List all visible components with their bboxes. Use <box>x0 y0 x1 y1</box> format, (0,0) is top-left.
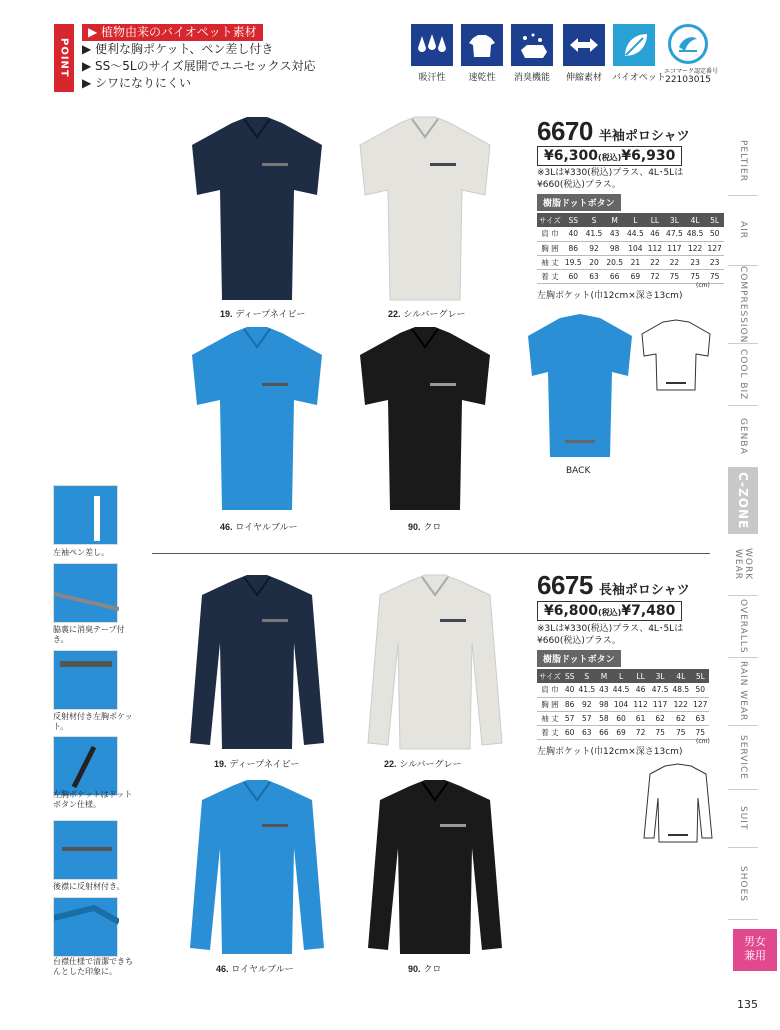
size-header-cell: 5L <box>691 669 709 683</box>
size-header-cell: S <box>584 213 605 227</box>
shirt-back-view <box>520 312 640 462</box>
size-header-cell: M <box>604 213 625 227</box>
size-cell: 117 <box>664 241 685 255</box>
side-nav-item[interactable]: SUIT <box>728 790 758 848</box>
shirt-ss-black <box>350 325 500 515</box>
size-cell: 75 <box>691 725 709 739</box>
size-cell: 92 <box>576 697 597 711</box>
size-cell: 127 <box>691 697 709 711</box>
shirt-ss-navy <box>182 115 332 305</box>
feature-quick-dry: 速乾性 <box>460 24 504 83</box>
size-cell: 40 <box>563 227 584 241</box>
detail-caption: 脇裏に消臭テープ付き。 <box>53 625 125 644</box>
size-header-cell: 3L <box>664 213 685 227</box>
color-label: 46. ロイヤルブルー <box>220 522 298 533</box>
size-cell: 41.5 <box>576 683 597 697</box>
size-cell: 61 <box>631 711 649 725</box>
point-item: ▶ SS〜5Lのサイズ展開でユニセックス対応 <box>82 59 316 73</box>
size-cell: 40 <box>563 683 577 697</box>
size-cell: 60 <box>611 711 632 725</box>
size-cell: 57 <box>576 711 597 725</box>
size-cell: 着 丈 <box>537 269 563 283</box>
size-cell: 50 <box>705 227 723 241</box>
size-cell: 117 <box>650 697 671 711</box>
size-cell: 72 <box>631 725 649 739</box>
bio-pet-icon <box>617 30 651 60</box>
size-header-cell: LL <box>631 669 649 683</box>
size-header-cell: M <box>597 669 611 683</box>
side-nav-item[interactable]: PELTIER <box>728 126 758 196</box>
side-nav-item[interactable]: AIR <box>728 196 758 266</box>
detail-caption: 左袖ペン差し。 <box>53 548 109 557</box>
size-cell: 44.5 <box>625 227 646 241</box>
size-table-1 <box>537 213 724 284</box>
size-cell: 43 <box>597 683 611 697</box>
color-label: 19. ディープネイビー <box>220 309 306 320</box>
shirt-ls-blue <box>182 778 332 958</box>
detail-caption: 台襟仕様で清潔できちんとした印象に。 <box>53 957 133 976</box>
size-cell: 69 <box>611 725 632 739</box>
size-cell: 23 <box>685 255 706 269</box>
size-cell: 41.5 <box>584 227 605 241</box>
detail-caption: 後襟に反射材付き。 <box>53 882 125 891</box>
size-cell: 23 <box>705 255 723 269</box>
size-header-cell: SS <box>563 213 584 227</box>
shirt-line-drawing <box>638 318 714 392</box>
size-cell: 46 <box>646 227 664 241</box>
feature-bio-pet: バイオペット <box>612 24 656 83</box>
product2-heading <box>537 570 690 601</box>
size-cell: 22 <box>664 255 685 269</box>
size-cell: 127 <box>705 241 723 255</box>
size-header-cell: SS <box>563 669 577 683</box>
button-tag: 樹脂ドットボタン <box>537 194 621 211</box>
size-cell: 胸 囲 <box>537 697 563 711</box>
size-header-cell: LL <box>646 213 664 227</box>
detail-photo <box>53 736 118 796</box>
size-cell: 104 <box>611 697 632 711</box>
size-cell: 肩 巾 <box>537 227 563 241</box>
size-cell: 60 <box>563 269 584 283</box>
size-cell: 60 <box>563 725 577 739</box>
size-cell: 63 <box>576 725 597 739</box>
size-cell: 66 <box>604 269 625 283</box>
size-table-row <box>537 269 724 283</box>
feature-stretch: 伸縮素材 <box>562 24 606 83</box>
size-cell: 21 <box>625 255 646 269</box>
button-tag: 樹脂ドットボタン <box>537 650 621 667</box>
point-item: ▶ 便利な胸ポケット、ペン差し付き <box>82 42 274 56</box>
size-cell: 75 <box>650 725 671 739</box>
size-cell: 92 <box>584 241 605 255</box>
size-table-header <box>537 213 724 227</box>
size-table-2 <box>537 669 709 740</box>
size-cell: 86 <box>563 241 584 255</box>
unit-label: (cm) <box>696 738 710 745</box>
size-cell: 19.5 <box>563 255 584 269</box>
deodorant-icon <box>515 30 549 60</box>
color-label: 90. クロ <box>408 964 442 975</box>
color-label: 46. ロイヤルブルー <box>216 964 294 975</box>
detail-photo <box>53 485 118 545</box>
size-table-row <box>537 683 709 697</box>
point-tag: POINT <box>54 24 74 92</box>
color-label: 19. ディープネイビー <box>214 759 300 770</box>
product-number: 6670 <box>537 116 593 146</box>
page-number: 135 <box>737 998 758 1011</box>
detail-caption: 左胸ポケットはドットボタン仕様。 <box>53 790 133 809</box>
back-label: BACK <box>566 466 591 476</box>
side-nav-item[interactable]: COMPRESSION <box>728 266 758 344</box>
size-cell: 104 <box>625 241 646 255</box>
size-cell: 75 <box>685 269 706 283</box>
point-list <box>82 24 316 92</box>
size-cell: 47.5 <box>650 683 671 697</box>
pocket-note: 左胸ポケット(巾12cm×深さ13cm) <box>537 747 683 757</box>
product-number: 6675 <box>537 570 593 600</box>
product-name: 長袖ポロシャツ <box>598 583 690 598</box>
collar-stand-icon <box>54 898 119 958</box>
size-cell: 58 <box>597 711 611 725</box>
size-cell: 48.5 <box>670 683 691 697</box>
size-cell: 43 <box>604 227 625 241</box>
size-table-row <box>537 227 724 241</box>
detail-photo <box>53 563 118 623</box>
shirt-ls-navy <box>182 573 332 753</box>
size-cell: 112 <box>646 241 664 255</box>
size-cell: 62 <box>670 711 691 725</box>
size-cell: 75 <box>705 269 723 283</box>
shirt-line-drawing-ls <box>640 762 716 846</box>
size-header-cell: サイズ <box>537 669 563 683</box>
size-header-cell: S <box>576 669 597 683</box>
size-cell: 63 <box>584 269 605 283</box>
size-cell: 75 <box>670 725 691 739</box>
detail-photo <box>53 897 118 957</box>
size-table-row <box>537 697 709 711</box>
size-cell: 86 <box>563 697 577 711</box>
dot-button-icon <box>54 737 119 797</box>
price-box: ¥6,300(税込)¥6,930 <box>537 146 682 166</box>
detail-caption: 反射材付き左胸ポケット。 <box>53 712 133 731</box>
size-cell: 69 <box>625 269 646 283</box>
size-cell: 22 <box>646 255 664 269</box>
price-note: ※3Lは¥330(税込)プラス、4L･5Lは¥660(税込)プラス。 <box>537 168 684 190</box>
color-label: 22. シルバーグレー <box>384 759 462 770</box>
section-divider <box>152 553 710 554</box>
size-cell: 20.5 <box>604 255 625 269</box>
size-cell: 122 <box>670 697 691 711</box>
size-cell: 袖 丈 <box>537 711 563 725</box>
side-nav-item[interactable]: OVERALLS <box>728 596 758 658</box>
size-cell: 75 <box>664 269 685 283</box>
point-item: ▶ 植物由来のバイオペット素材 <box>82 24 263 41</box>
size-cell: 66 <box>597 725 611 739</box>
eco-mark: エコマーク認定番号 22103015 <box>664 24 712 85</box>
size-header-cell: 4L <box>685 213 706 227</box>
shirt-ls-silver <box>360 573 510 753</box>
size-table-row <box>537 255 724 269</box>
size-cell: 20 <box>584 255 605 269</box>
size-cell: 57 <box>563 711 577 725</box>
point-item: ▶ シワになりにくい <box>82 76 192 90</box>
size-cell: 98 <box>597 697 611 711</box>
size-header-cell: L <box>625 213 646 227</box>
drops-icon <box>415 30 449 60</box>
side-nav-item[interactable]: SHOES <box>728 848 758 920</box>
size-cell: 48.5 <box>685 227 706 241</box>
size-cell: 50 <box>691 683 709 697</box>
size-table-row <box>537 725 709 739</box>
color-label: 22. シルバーグレー <box>388 309 466 320</box>
pen-holder-detail-icon <box>54 486 119 546</box>
feature-deodorant: 消臭機能 <box>510 24 554 83</box>
eco-mark-icon <box>675 31 701 57</box>
feature-sweat: 吸汗性 <box>410 24 454 83</box>
reflective-collar-icon <box>54 821 119 881</box>
price-note: ※3Lは¥330(税込)プラス、4L･5Lは¥660(税込)プラス。 <box>537 624 684 646</box>
size-cell: 肩 巾 <box>537 683 563 697</box>
product1-heading <box>537 116 690 147</box>
size-cell: 62 <box>650 711 671 725</box>
side-nav-item[interactable]: SERVICE <box>728 726 758 790</box>
size-header-cell: 4L <box>670 669 691 683</box>
size-table-header <box>537 669 709 683</box>
detail-photo <box>53 650 118 710</box>
stretch-icon <box>567 30 601 60</box>
side-nav-item[interactable]: GENBA <box>728 406 758 468</box>
size-table-row <box>537 241 724 255</box>
size-header-cell: L <box>611 669 632 683</box>
size-cell: 46 <box>631 683 649 697</box>
size-cell: 袖 丈 <box>537 255 563 269</box>
side-nav-item[interactable]: WORK WEAR <box>728 534 758 596</box>
shirt-ss-silver <box>350 115 500 305</box>
size-cell: 47.5 <box>664 227 685 241</box>
size-cell: 胸 囲 <box>537 241 563 255</box>
tape-detail-icon <box>54 564 119 624</box>
shirt-ls-black <box>360 778 510 958</box>
size-header-cell: サイズ <box>537 213 563 227</box>
side-nav-item[interactable]: RAIN WEAR <box>728 658 758 726</box>
size-header-cell: 5L <box>705 213 723 227</box>
size-cell: 72 <box>646 269 664 283</box>
size-header-cell: 3L <box>650 669 671 683</box>
reflective-pocket-icon <box>54 651 119 711</box>
quick-dry-icon <box>465 30 499 60</box>
size-table-row <box>537 711 709 725</box>
size-cell: 63 <box>691 711 709 725</box>
size-cell: 122 <box>685 241 706 255</box>
size-cell: 98 <box>604 241 625 255</box>
shirt-ss-blue <box>182 325 332 515</box>
size-cell: 着 丈 <box>537 725 563 739</box>
color-label: 90. クロ <box>408 522 442 533</box>
price-box: ¥6,800(税込)¥7,480 <box>537 601 682 621</box>
size-cell: 44.5 <box>611 683 632 697</box>
size-cell: 112 <box>631 697 649 711</box>
gender-tag: 男女 兼用 <box>733 929 777 971</box>
side-nav-item[interactable]: COOL BIZ <box>728 344 758 406</box>
product-name: 半袖ポロシャツ <box>598 129 690 144</box>
detail-photo <box>53 820 118 880</box>
unit-label: (cm) <box>696 282 710 289</box>
pocket-note: 左胸ポケット(巾12cm×深さ13cm) <box>537 291 683 301</box>
side-nav-item-active[interactable]: C-ZONE <box>728 468 758 534</box>
